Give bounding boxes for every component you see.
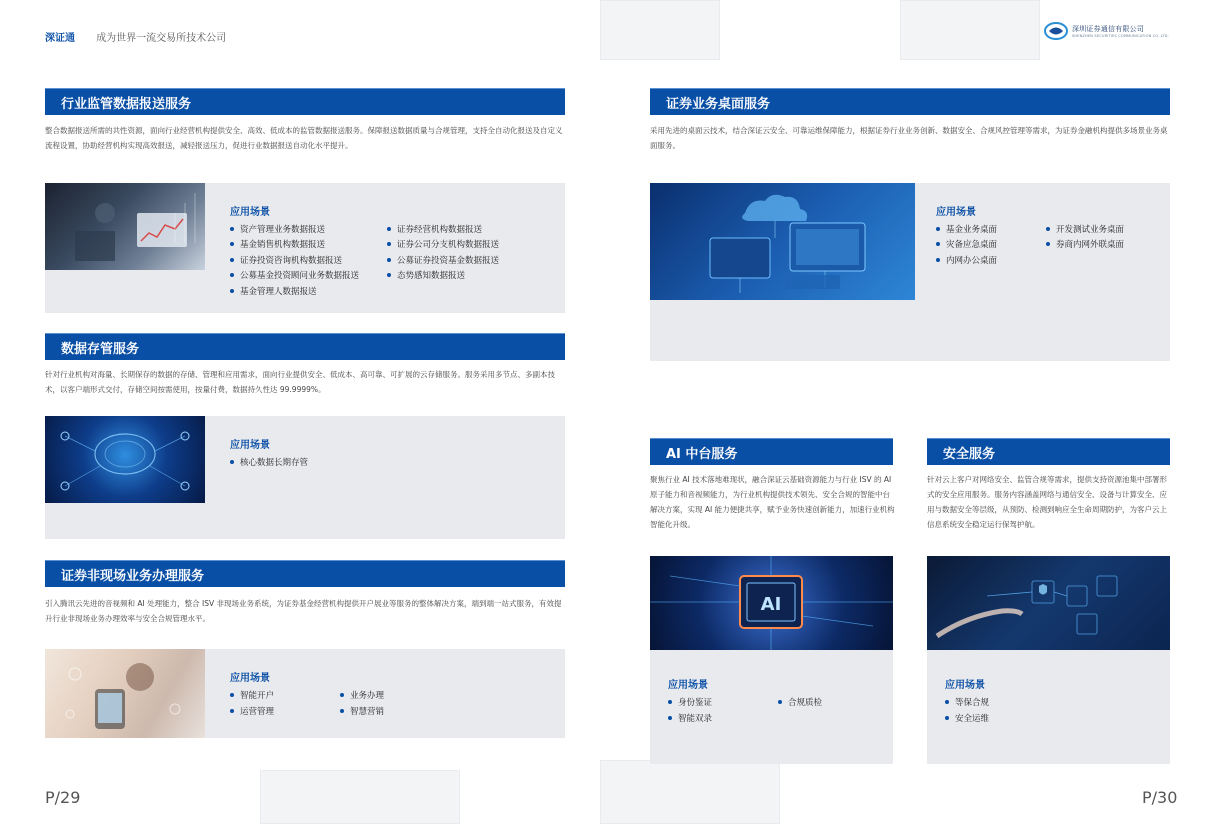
section-title-text: 行业监管数据报送服务 <box>61 96 192 112</box>
scenario-item: 基金业务桌面 <box>936 223 997 235</box>
security-illustration <box>927 556 1170 650</box>
scenario-item: 态势感知数据报送 <box>387 269 465 281</box>
scenario-card <box>45 649 565 738</box>
section-title-remote-business <box>45 560 565 587</box>
scenario-title: 应用场景 <box>230 440 270 451</box>
section-title-text: AI 中台服务 <box>666 446 738 462</box>
brand-name: 深证通 <box>45 33 75 44</box>
section-description: 针对行业机构对海量、长期保存的数据的存储、管理和应用需求，面向行业提供安全、低成本、高可靠、可扩展的云存储服务。服务采用多节点、多副本技术，以客户端形式交付，存储空间按需使用，按量付费，数据持久性达 99.9999%。 <box>45 370 555 394</box>
section-description: 整合数据报送所需的共性资源，面向行业经营机构提供安全、高效、低成本的监管数据报送服务。保障报送数据质量与合规管理，支持全自动化报送及自定义流程设置，协助经营机构实现高效报送，减轻报送压力，促进行业数据报送自动化水平提升。 <box>45 126 563 150</box>
scenario-item: 开发测试业务桌面 <box>1046 223 1124 235</box>
scenario-item: 运营管理 <box>230 705 274 717</box>
scenario-card <box>650 556 893 764</box>
scenario-item: 证券经营机构数据报送 <box>387 223 482 235</box>
scenario-card <box>45 183 565 313</box>
scenario-item: 智慧营销 <box>340 705 384 717</box>
desktop-cloud-image <box>650 183 915 300</box>
section-title-security-service <box>927 438 1170 465</box>
scenario-card <box>45 416 565 539</box>
section-title-data-reporting <box>45 88 565 115</box>
scenario-card <box>927 556 1170 764</box>
mobile-user-image <box>45 649 205 738</box>
scenario-item: 安全运维 <box>945 712 989 724</box>
scenario-item: 资产管理业务数据报送 <box>230 223 325 235</box>
scenario-item: 公募证券投资基金数据报送 <box>387 254 499 266</box>
scenario-item: 基金销售机构数据报送 <box>230 238 325 250</box>
mobile-user-illustration <box>45 649 205 738</box>
cloud-brain-illustration <box>45 416 205 503</box>
ai-chip-image <box>650 556 893 650</box>
section-title-ai-platform <box>650 438 893 465</box>
company-logo <box>1044 22 1169 40</box>
logo-text: 深圳证券通信有限公司 <box>1071 25 1144 33</box>
cloud-brain-image <box>45 416 205 503</box>
section-title-text: 证券业务桌面服务 <box>666 96 771 112</box>
desktop-cloud-illustration <box>650 183 915 300</box>
section-title-text: 数据存管服务 <box>61 341 140 357</box>
scenario-item: 公募基金投资顾问业务数据报送 <box>230 269 359 281</box>
background-tile <box>600 0 720 60</box>
slogan: 成为世界一流交易所技术公司 <box>96 33 227 44</box>
background-tile <box>600 760 780 824</box>
scenario-item: 核心数据长期存管 <box>230 456 308 468</box>
scenario-item: 智能开户 <box>230 689 274 701</box>
scenario-item: 智能双录 <box>668 712 712 724</box>
section-description: 针对云上客户对网络安全、监管合规等需求，提供支持资源池集中部署形式的安全应用服务。服务内容涵盖网络与通信安全、设备与计算安全、应用与数据安全等层级，从预防、检测到响应全生命周期防护，为客户云上信息系统安全稳定运行保驾护航。 <box>927 475 1167 529</box>
scenario-item: 内网办公桌面 <box>936 254 997 266</box>
scenario-card <box>650 183 1170 361</box>
scenario-title: 应用场景 <box>230 207 270 218</box>
header-left <box>45 29 226 44</box>
scenario-title: 应用场景 <box>668 680 708 691</box>
section-title-data-storage <box>45 333 565 360</box>
scenario-item: 合规质检 <box>778 696 822 708</box>
section-title-desktop-service <box>650 88 1170 115</box>
scenario-item: 基金管理人数据报送 <box>230 285 317 297</box>
scenario-item: 业务办理 <box>340 689 384 701</box>
section-description: 聚焦行业 AI 技术落地难现状，融合深证云基础资源能力与行业 ISV 的 AI 原子能力和音视频能力，为行业机构提供技术领先、安全合规的智能中台解决方案，实现 AI 能力便捷共享，赋予业务快速创新能力，加速行业机构智能化升级。 <box>650 475 895 529</box>
section-title-text: 安全服务 <box>943 446 996 462</box>
scenario-item: 证券投资咨询机构数据报送 <box>230 254 342 266</box>
business-analytics-image <box>45 183 205 270</box>
logo-subtext: SHENZHEN SECURITIES COMMUNICATION CO.,LTD. <box>1071 34 1169 38</box>
scenario-title: 应用场景 <box>936 207 976 218</box>
scenario-item: 证券公司分支机构数据报送 <box>387 238 499 250</box>
scenario-title: 应用场景 <box>230 673 270 684</box>
section-description: 引入腾讯云先进的音视频和 AI 处理能力，整合 ISV 非现场业务系统，为证券基金经营机构提供开户展业等服务的整体解决方案，端到端一站式服务，有效提升行业非现场业务办理效率与安全合规管理水平。 <box>45 599 562 623</box>
section-description: 采用先进的桌面云技术，结合深证云安全、可靠运维保障能力，根据证券行业业务创新、数据安全、合规风控管理等需求，为证券金融机构提供多场景业务桌面服务。 <box>650 126 1168 150</box>
scenario-item: 等保合规 <box>945 696 989 708</box>
scenario-item: 身份鉴证 <box>668 696 712 708</box>
page-number-right: P/30 <box>1142 788 1178 807</box>
security-image <box>927 556 1170 650</box>
background-tile <box>260 770 460 824</box>
analytics-illustration <box>45 183 205 270</box>
scenario-item: 券商内网外联桌面 <box>1046 238 1124 250</box>
company-logo-icon <box>1044 22 1068 40</box>
page-number-left: P/29 <box>45 788 81 807</box>
scenario-title: 应用场景 <box>945 680 985 691</box>
background-tile <box>900 0 1040 60</box>
svg-text:AI: AI <box>760 594 782 615</box>
section-title-text: 证券非现场业务办理服务 <box>61 568 205 584</box>
scenario-item: 灾备应急桌面 <box>936 238 997 250</box>
ai-chip-illustration <box>650 556 893 650</box>
